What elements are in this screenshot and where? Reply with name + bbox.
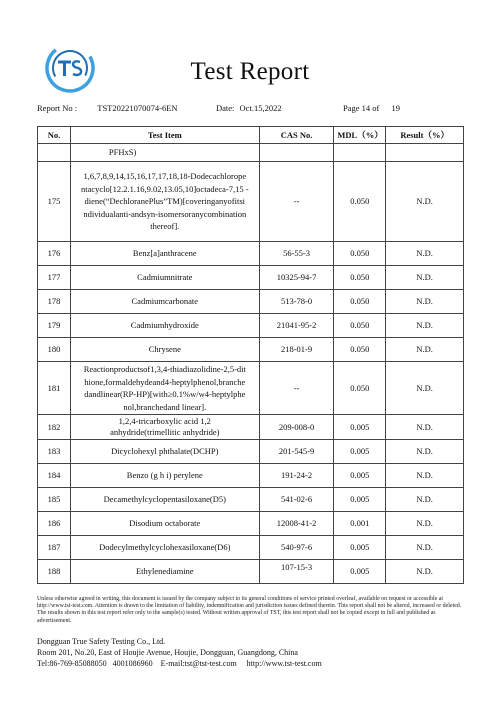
cell-mdl: 0.001 — [334, 512, 386, 536]
cell-result: N.D. — [386, 512, 464, 536]
table-row — [38, 464, 464, 488]
cell-no: 186 — [38, 512, 71, 536]
cell-result: N.D. — [386, 464, 464, 488]
cell-cas: 209-008-0 — [259, 415, 334, 440]
cell-result: N.D. — [386, 415, 464, 440]
cell-mdl: 0.050 — [334, 314, 386, 338]
company-name: Dongguan True Safety Testing Co., Ltd. — [37, 637, 166, 646]
cell-cas: 21041-95-2 — [259, 314, 334, 338]
cell-item: Dodecylmethylcyclohexasiloxane(D6) — [70, 536, 259, 560]
cell-result: N.D. — [386, 488, 464, 512]
disclaimer-text: Unless otherwise agreed in writing, this document is issued by the company subject to its general conditions of service printed overleaf, available on request or accessible at http://www.tst-test.com. Attention is drawn to the limitation of liability, indemnification and jurisdiction issues defined therein. This report shall not be altered, increased or deleted. The results shown in this test report refer only to the sample(s) tested. Without written approval of TST, this test report shall not be copied except in full and published as advertisement. — [37, 596, 462, 624]
cell-no: 179 — [38, 314, 71, 338]
cell-mdl: 0.005 — [334, 488, 386, 512]
cell-mdl: 0.050 — [334, 162, 386, 242]
cell-mdl: 0.005 — [334, 415, 386, 440]
cell-no: 185 — [38, 488, 71, 512]
date-label: Date: — [216, 103, 235, 113]
page-indicator — [343, 103, 400, 113]
cell-result: N.D. — [386, 162, 464, 242]
page-title: Test Report — [190, 58, 310, 85]
cell-mdl: 0.005 — [334, 464, 386, 488]
cell-item: Cadmiumcarbonate — [70, 290, 259, 314]
cell-item: Decamethylcyclopentasiloxane(D5) — [70, 488, 259, 512]
table-row — [38, 242, 464, 266]
cell-cas: -- — [259, 162, 334, 242]
table-row — [38, 290, 464, 314]
cell-result — [386, 144, 464, 162]
cell-cas: 540-97-6 — [259, 536, 334, 560]
page-total: 19 — [391, 103, 400, 113]
cell-no: 183 — [38, 440, 71, 464]
report-no-value: TST20221070074-6EN — [97, 103, 178, 113]
cell-result: N.D. — [386, 440, 464, 464]
cell-no: 181 — [38, 362, 71, 415]
cell-cas — [259, 144, 334, 162]
company-footer — [37, 636, 322, 669]
cell-mdl: 0.005 — [334, 536, 386, 560]
table-header-row — [38, 127, 464, 144]
cell-item: Chrysene — [70, 338, 259, 362]
cell-cas: 107-15-3 — [259, 560, 334, 584]
cell-no — [38, 144, 71, 162]
cell-no: 180 — [38, 338, 71, 362]
cell-mdl: 0.050 — [334, 362, 386, 415]
col-result: Result（%） — [386, 127, 464, 144]
cell-item: Ethylenediamine — [70, 560, 259, 584]
cell-mdl: 0.005 — [334, 440, 386, 464]
cell-item: Reactionproductsof1,3,4-thiadiazolidine-2,5-dit hione,formaldehydeand4-heptylphenol,branche dandlinear(RP-HP)[with≥0.1%w/w4-heptylphe nol,branchedand linear]. — [70, 362, 259, 415]
page-label: Page 14 of — [343, 103, 380, 113]
cell-cas: 541-02-6 — [259, 488, 334, 512]
cell-result: N.D. — [386, 314, 464, 338]
cell-mdl: 0.005 — [334, 560, 386, 584]
table-row — [38, 512, 464, 536]
cell-result: N.D. — [386, 338, 464, 362]
cell-item: PFHxS) — [70, 144, 259, 162]
date-value: Oct.15,2022 — [239, 103, 282, 113]
cell-mdl: 0.050 — [334, 242, 386, 266]
cell-no: 176 — [38, 242, 71, 266]
cell-no: 178 — [38, 290, 71, 314]
cell-no: 187 — [38, 536, 71, 560]
cell-item: Benzo (g h i) perylene — [70, 464, 259, 488]
company-contact: Tel:86-769-85088050 4001086960 E-mail:tst@tst-test.com http://www.tst-test.com — [37, 659, 322, 668]
cell-no: 182 — [38, 415, 71, 440]
cell-cas: 218-01-9 — [259, 338, 334, 362]
table-row — [38, 338, 464, 362]
table-row — [38, 415, 464, 440]
col-cas-no: CAS No. — [259, 127, 334, 144]
cell-item: Benz[a]anthracene — [70, 242, 259, 266]
table-row — [38, 144, 464, 162]
cell-cas: 10325-94-7 — [259, 266, 334, 290]
cell-cas: 513-78-0 — [259, 290, 334, 314]
cell-item: Cadmiumnitrate — [70, 266, 259, 290]
cell-no: 177 — [38, 266, 71, 290]
col-mdl: MDL（%） — [334, 127, 386, 144]
cell-result: N.D. — [386, 560, 464, 584]
cell-cas: 12008-41-2 — [259, 512, 334, 536]
table-row — [38, 162, 464, 242]
company-address: Room 201, No.20, East of Houjie Avenue, Houjie, Dongguan, Guangdong, China — [37, 648, 298, 657]
cell-cas: 191-24-2 — [259, 464, 334, 488]
cell-item: 1,6,7,8,9,14,15,16,17,17,18,18-Dodecachlorope ntacyclo[12.2.1.16,9.02,13.05,10]octadeca-7,15 -diene(“DechloranePlus”TM)[coveringanyofitsi ndividualanti-andsyn-isomersoranycombination thereof]. — [70, 162, 259, 242]
table-row — [38, 440, 464, 464]
cell-item: Disodium octaborate — [70, 512, 259, 536]
cell-result: N.D. — [386, 536, 464, 560]
table-row — [38, 314, 464, 338]
cell-item: Cadmiumhydroxide — [70, 314, 259, 338]
col-no: No. — [38, 127, 71, 144]
cell-result: N.D. — [386, 290, 464, 314]
cell-mdl: 0.050 — [334, 290, 386, 314]
cell-item: Dicyclohexyl phthalate(DCHP) — [70, 440, 259, 464]
cell-cas: -- — [259, 362, 334, 415]
cell-result: N.D. — [386, 242, 464, 266]
table-row — [38, 362, 464, 415]
cell-no: 175 — [38, 162, 71, 242]
col-test-item: Test Item — [70, 127, 259, 144]
cell-cas: 56-55-3 — [259, 242, 334, 266]
table-row — [38, 488, 464, 512]
report-date — [216, 103, 282, 113]
cell-mdl: 0.050 — [334, 338, 386, 362]
cell-mdl: 0.050 — [334, 266, 386, 290]
cell-cas: 201-545-9 — [259, 440, 334, 464]
cell-result: N.D. — [386, 362, 464, 415]
cell-no: 188 — [38, 560, 71, 584]
cell-item: 1,2,4-tricarboxylic acid 1,2 anhydride(trimellitic anhydride) — [70, 415, 259, 440]
table-row — [38, 536, 464, 560]
report-number — [37, 103, 178, 113]
cell-result: N.D. — [386, 266, 464, 290]
table-row — [38, 266, 464, 290]
cell-no: 184 — [38, 464, 71, 488]
results-table — [37, 126, 464, 584]
report-no-label: Report No : — [37, 103, 78, 113]
table-row — [38, 560, 464, 584]
cell-mdl — [334, 144, 386, 162]
